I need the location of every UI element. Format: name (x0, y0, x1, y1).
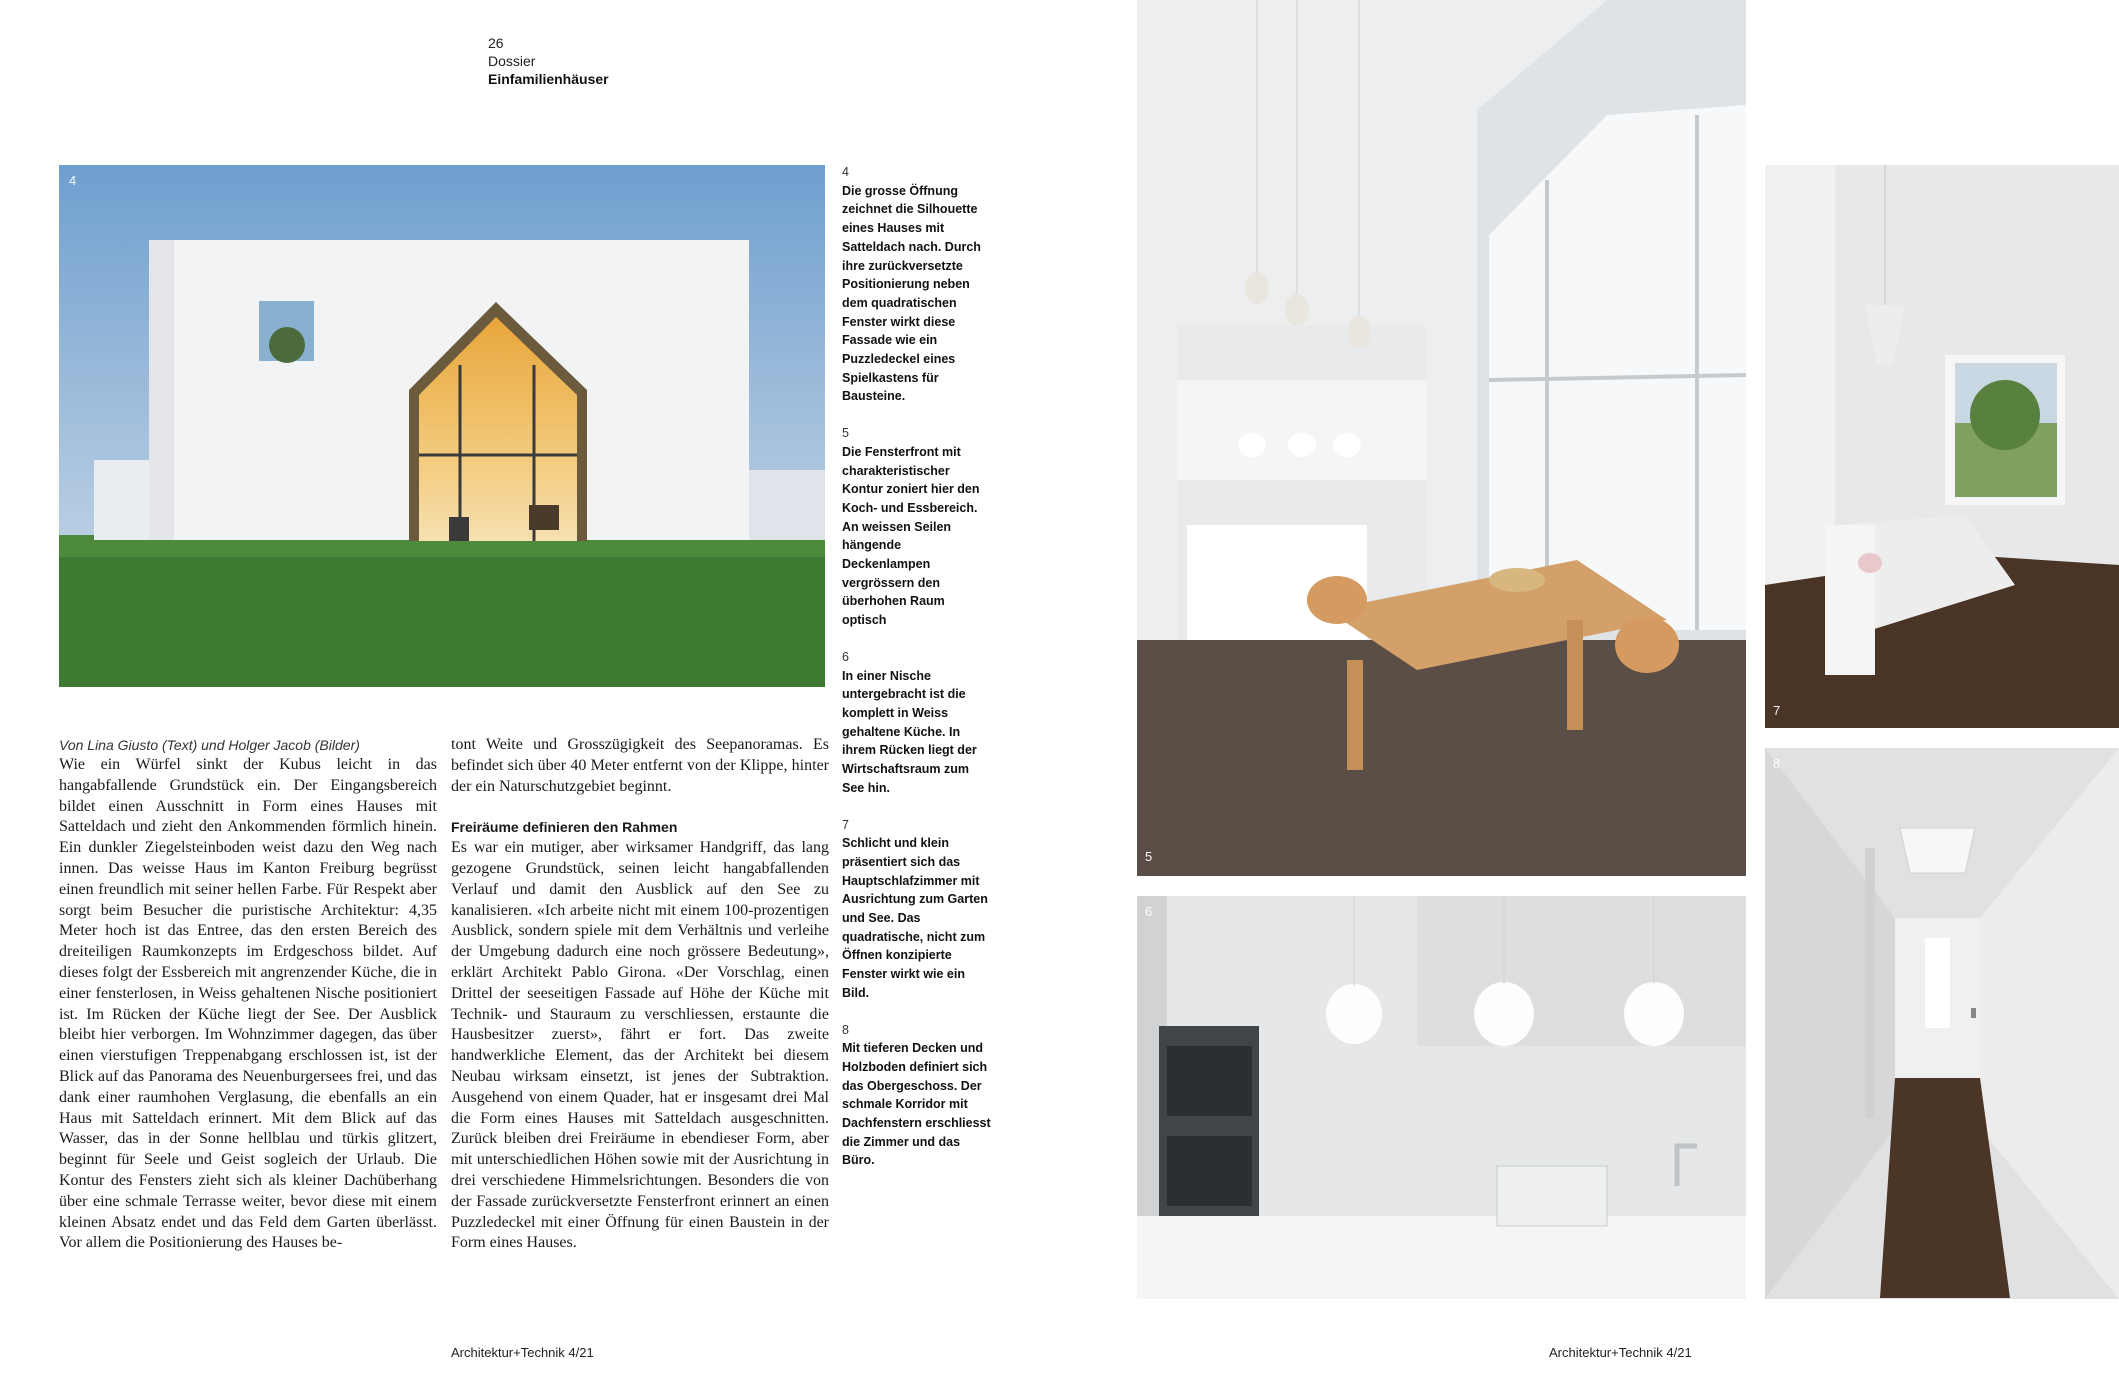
photo-number: 8 (1773, 756, 1781, 771)
caption-number: 4 (842, 165, 849, 179)
photo-number: 5 (1145, 849, 1153, 864)
photo-4-exterior (59, 165, 825, 687)
caption-number: 7 (842, 817, 849, 832)
photo-number: 6 (1145, 904, 1153, 919)
caption-6 (842, 648, 992, 798)
caption-4 (842, 163, 992, 406)
photo-7-bedroom (1765, 165, 2119, 728)
photo-8-corridor (1765, 748, 2119, 1299)
article-paragraph: Es war ein mutiger, aber wirksamer Handgriff, das lang gezogene Grundstück, seinen leicht hangabfallenden Verlauf und damit den Ausblick auf den See zu kanalisieren. «Ich arbeite nicht mit einem 100-prozentigen Ausblick, sondern spiele mit dem Verhältnis und verleihe der Umgebung dadurch eine noch grössere Bedeutung», erklärt Architekt Pablo Girona. «Der Vorschlag, einen Drittel der seeseitigen Fassade auf Höhe der Küche mit Technik- und Stauraum zu verschliessen, erstaunte die Hausbesitzer zuerst», fährt er fort. Das zweite handwerkliche Element, das der Architekt bei diesem Neubau wirksam einsetzt, ist jenes der Subtraktion. Ausgehend von einem Quader, hat er insgesamt drei Mal die Form eines Hauses mit Satteldach ausgeschnitten. Zurück bleiben drei Freiräume in ebendieser Form, aber mit unterschiedlichen Höhen sowie mit der Ausrichtung in drei verschiedene Himmelsrichtungen. Besonders die von der Fassade zurückversetzte Fensterfront erinnert an einen Puzzledeckel mit einer Öffnung für einen Baustein in der Form eines Hauses. (451, 839, 829, 1252)
article-paragraph: Wie ein Würfel sinkt der Kubus leicht in das hangabfallende Grundstück ein. Der Eingangsbereich bildet einen Ausschnitt in Form eines Hauses mit Satteldach und zieht den Ankommenden förmlich hinein. Ein dunkler Ziegelsteinboden weist dazu den Weg nach innen. Das weisse Haus im Kanton Freiburg begrüsst einen freundlich mit seiner hellen Farbe. Für Respekt aber sorgt beim Besucher die puristische Architektur: 4,35 Meter hoch ist das Entree, das den ersten Bereich des dreiteiligen Raumkonzepts im Erdgeschoss bildet. Auf dieses folgt der Essbereich mit angrenzender Küche, die in einer fensterlosen, in Weiss gehaltenen Nische positioniert ist. Im Rücken der Küche liegt der See. Der Ausblick bleibt hier verborgen. Im Wohnzimmer dagegen, das über einen vierstufigen Treppenabgang erschlossen ist, ist der Blick auf das Panorama des Neuenburgersees frei, und das dank einer raumhohen Verglasung, die ebenfalls an ein Haus mit Satteldach erinnert. Mit dem Blick auf das Wasser, das in der Sonne hellblau und türkis glitzert, beginnt für Seele und Geist sogleich der Urlaub. Die Kontur des Fensters zieht sich als kleiner Dachüberhang über eine schmale Terrasse weiter, bevor diese mit einem kleinen Absatz endet und das Feld dem Garten überlässt. Vor allem die Positionierung des Hauses be- (59, 756, 437, 1252)
page-number: 26 (488, 35, 504, 51)
caption-number: 8 (842, 1022, 849, 1037)
caption-number: 6 (842, 649, 849, 664)
byline: Von Lina Giusto (Text) und Holger Jacob (Bilder) (59, 737, 360, 753)
caption-text: Schlicht und klein präsentiert sich das Hauptschlafzimmer mit Ausrichtung zum Garten und See. Das quadratische, nicht zum Öffnen konzipierte Fenster wirkt wie ein Bild. (842, 836, 988, 1000)
caption-number: 5 (842, 426, 849, 441)
section-label: Dossier (488, 53, 536, 69)
caption-8 (842, 1021, 992, 1171)
footer-left: Architektur+Technik 4/21 (451, 1345, 594, 1360)
article-subheading: Freiräume definieren den Rahmen (451, 819, 678, 836)
footer-right: Architektur+Technik 4/21 (1549, 1345, 1692, 1360)
caption-text: Mit tieferen Decken und Holzboden definiert sich das Obergeschoss. Der schmale Korridor mit Dachfenstern erschliesst die Zimmer und das Büro. (842, 1041, 991, 1168)
article-column-2 (451, 735, 829, 1254)
article-column-1 (59, 735, 437, 1254)
caption-5 (842, 424, 992, 630)
photo-captions (842, 163, 992, 1188)
caption-7 (842, 816, 992, 1003)
page-header (488, 34, 609, 88)
caption-text: Die Fensterfront mit charakteristischer Kontur zoniert hier den Koch- und Essbereich. An weissen Seilen hängende Deckenlampen vergrössern den überhohen Raum optisch (842, 444, 980, 628)
photo-5-dining (1137, 0, 1746, 876)
article-paragraph: tont Weite und Grosszügigkeit des Seepanoramas. Es befindet sich über 40 Meter entfernt von der Klippe, hinter der ein Naturschutzgebiet beginnt. (451, 736, 829, 795)
photo-6-kitchen (1137, 896, 1746, 1299)
topic-label: Einfamilienhäuser (488, 71, 609, 87)
photo-number: 7 (1773, 703, 1781, 718)
caption-text: In einer Nische untergebracht ist die komplett in Weiss gehaltene Küche. In ihrem Rücken liegt der Wirtschaftsraum zum See hin. (842, 668, 977, 795)
photo-number: 4 (69, 173, 77, 188)
caption-text: Die grosse Öffnung zeichnet die Silhouette eines Hauses mit Satteldach nach. Durch ihre zurückversetzte Positionierung neben dem quadratischen Fenster wirkt diese Fassade wie ein Puzzledeckel eines Spielkastens für Bausteine. (842, 183, 981, 404)
